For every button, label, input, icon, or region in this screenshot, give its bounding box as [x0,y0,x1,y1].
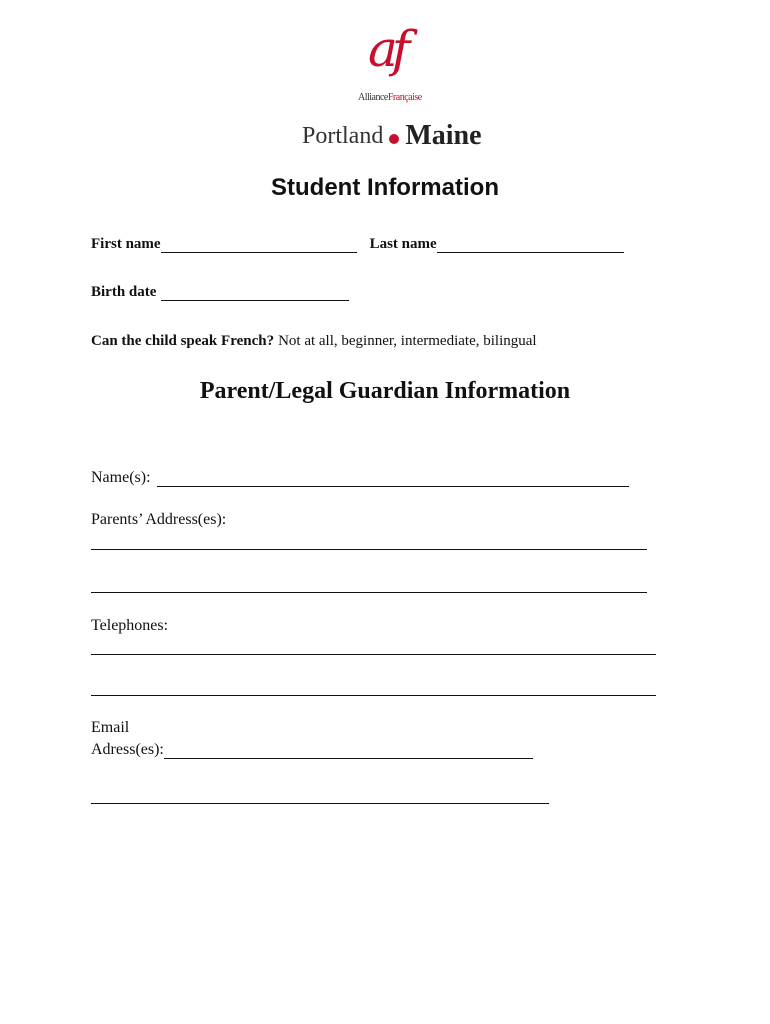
student-info-heading: Student Information [271,174,499,201]
first-name-label: First name [91,236,161,252]
email-field-2[interactable] [91,803,549,804]
logo-org-alliance: Alliance [358,92,388,103]
birth-date-row [91,284,349,301]
last-name-field[interactable] [437,240,624,253]
alliance-francaise-logo [290,10,520,160]
parent-info-heading: Parent/Legal Guardian Information [199,378,571,404]
parent-names-label: Name(s): [91,469,151,486]
address-field-2[interactable] [91,592,647,593]
birth-date-field[interactable] [161,288,349,301]
telephones-label-row [91,617,168,635]
logo-location [302,120,482,152]
logo-org-name [358,92,422,103]
parent-names-row [91,469,629,487]
address-label-row [91,511,226,529]
email-row [91,741,533,759]
telephone-field-2[interactable] [91,695,656,696]
telephones-label: Telephones: [91,617,169,634]
telephone-field-1[interactable] [91,654,656,655]
email-label-row [91,719,129,737]
french-level-row [91,333,537,350]
email-label-line1: Email [91,719,130,736]
french-level-options[interactable]: Not at all, beginner, intermediate, bilingual [278,333,537,349]
logo-state: Maine [405,120,482,151]
red-dot-icon [389,134,399,144]
logo-city: Portland [302,122,384,149]
email-label-line2: Adress(es): [91,741,164,758]
address-field-1[interactable] [91,549,647,550]
last-name-label: Last name [369,236,437,252]
email-field-1[interactable] [164,746,533,759]
address-label: Parents’ Address(es): [91,511,227,528]
parent-names-field[interactable] [157,474,629,487]
logo-org-francaise: Française [387,92,422,103]
name-row [91,236,624,253]
first-name-field[interactable] [161,240,357,253]
birth-date-label: Birth date [91,284,157,300]
french-question: Can the child speak French? [91,333,275,349]
af-logo-mark: af [368,20,405,78]
